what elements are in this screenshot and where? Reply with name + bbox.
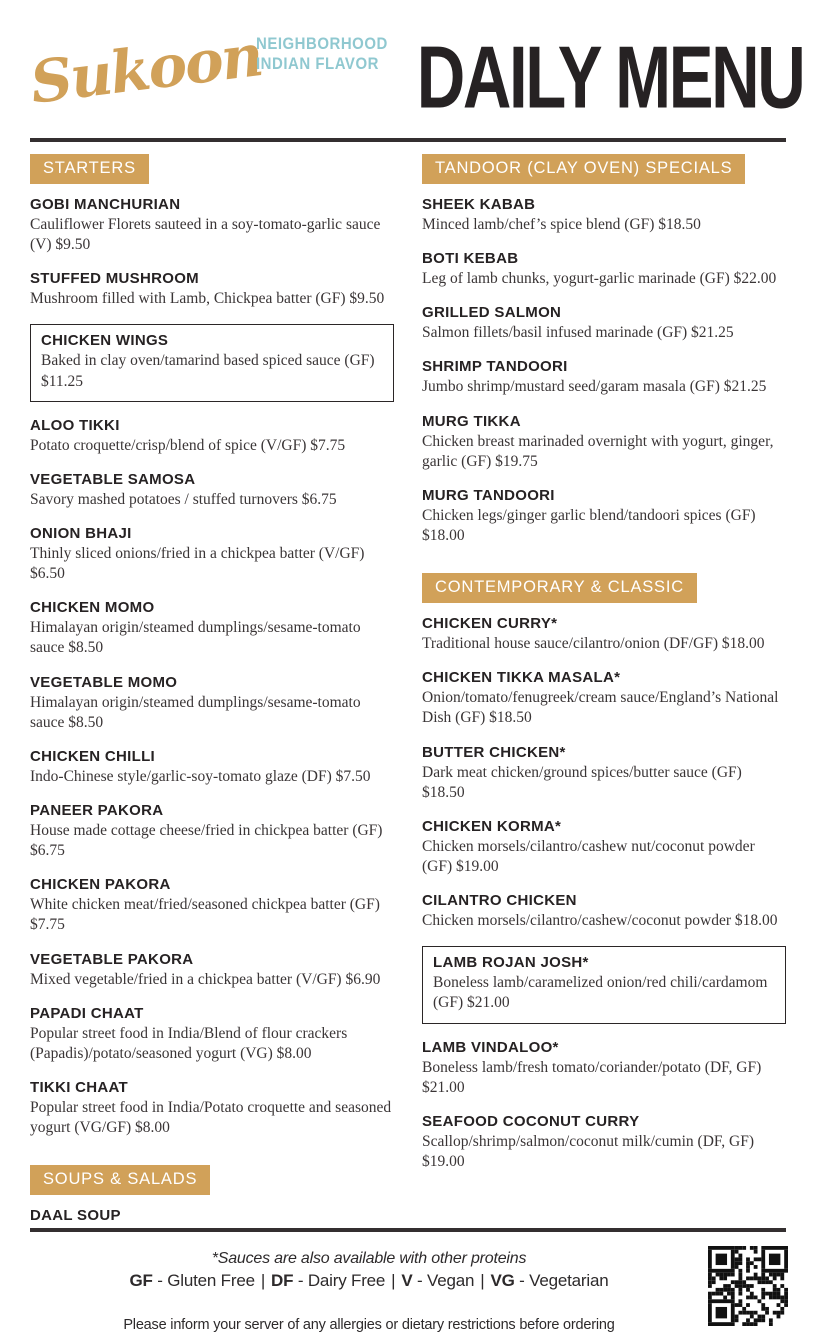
item-name: CHICKEN MOMO [30, 599, 155, 617]
item-description: Popular street food in India/Blend of flour crackers (Papadis)/potato/seasoned yogurt (VG) $8.00 [30, 1024, 348, 1062]
menu-item [422, 413, 786, 472]
menu-item [422, 304, 786, 343]
menu-item [30, 525, 394, 584]
menu-item [30, 196, 394, 255]
item-description: Leg of lamb chunks, yogurt-garlic marinade (GF) $22.00 [422, 270, 777, 288]
menu-item [422, 196, 786, 235]
legend-code: DF [271, 1271, 294, 1290]
menu-item [30, 471, 394, 510]
item-description: Boneless lamb/fresh tomato/coriander/potato (DF, GF) $21.00 [422, 1058, 762, 1096]
item-name: LAMB ROJAN JOSH* [433, 954, 589, 972]
section-badge-starters: STARTERS [30, 154, 149, 184]
legend-label: - Vegan [412, 1271, 475, 1290]
item-description: Traditional house sauce/cilantro/onion (DF/GF) $18.00 [422, 635, 765, 653]
legend-separator: | [260, 1271, 266, 1290]
menu-item [30, 1005, 394, 1064]
item-name: BOTI KEBAB [422, 250, 519, 268]
legend-label: - Vegetarian [514, 1271, 609, 1290]
item-description: Onion/tomato/fenugreek/cream sauce/England’s National Dish (GF) $18.50 [422, 689, 779, 727]
item-description: Boneless lamb/caramelized onion/red chili/cardamom (GF) $21.00 [433, 974, 768, 1012]
item-name: VEGETABLE PAKORA [30, 950, 194, 968]
menu-item [30, 876, 394, 935]
item-name: SHEEK KABAB [422, 196, 536, 213]
legend-separator: | [391, 1271, 396, 1290]
item-name: TIKKI CHAAT [30, 1078, 129, 1096]
item-name: SEAFOOD COCONUT CURRY [422, 1112, 640, 1130]
item-name: CHICKEN WINGS [41, 332, 169, 350]
menu-item [422, 250, 786, 289]
menu-item [30, 270, 394, 309]
item-name: DAAL SOUP [30, 1207, 121, 1225]
menu-item [422, 358, 786, 397]
section-badge-tandoor-specials: TANDOOR (CLAY OVEN) SPECIALS [422, 154, 745, 184]
dietary-legend [30, 1271, 708, 1291]
legend-separator: | [480, 1271, 485, 1290]
legend-code: VG [490, 1271, 515, 1290]
item-description: Savory mashed potatoes / stuffed turnovers $6.75 [30, 490, 337, 508]
menu-item [422, 818, 786, 877]
sauces-note: *Sauces are also available with other proteins [211, 1250, 527, 1267]
menu-item [30, 324, 394, 401]
item-description: Thinly sliced onions/fried in a chickpea batter (V/GF) $6.50 [30, 544, 365, 583]
item-description: Mixed vegetable/fried in a chickpea batter (V/GF) $6.90 [30, 970, 381, 988]
item-description: Indo-Chinese style/garlic-soy-tomato glaze (DF) $7.50 [30, 767, 371, 785]
legend-label: - Dairy Free [293, 1271, 386, 1290]
logo-tagline-line1: NEIGHBORHOOD [255, 34, 388, 53]
item-name: LAMB VINDALOO* [422, 1038, 559, 1056]
item-name: STUFFED MUSHROOM [30, 270, 199, 288]
item-name: CILANTRO CHICKEN [422, 892, 577, 910]
menu-item [30, 802, 394, 861]
menu-item [422, 487, 786, 546]
logo-tagline-line2: INDIAN FLAVOR [255, 53, 379, 73]
footer-notes [30, 1244, 708, 1333]
item-description [30, 1226, 394, 1228]
legend-code: GF [129, 1271, 153, 1290]
item-name: CHICKEN PAKORA [30, 876, 171, 894]
item-description: Chicken legs/ginger garlic blend/tandoori spices (GF) $18.00 [422, 506, 756, 544]
item-description: Jumbo shrimp/mustard seed/garam masala (GF) $21.25 [422, 378, 767, 396]
legend-label: - Gluten Free [152, 1271, 255, 1290]
item-name: ALOO TIKKI [30, 416, 120, 434]
item-description: Himalayan origin/steamed dumplings/sesame-tomato sauce $8.50 [30, 619, 361, 657]
item-name: CHICKEN KORMA* [422, 817, 562, 835]
item-name: PANEER PAKORA [30, 801, 164, 819]
item-description: Minced lamb/chef’s spice blend (GF) $18.50 [422, 216, 701, 233]
menu-item [30, 951, 394, 990]
item-description: Himalayan origin/steamed dumplings/sesame-tomato sauce $8.50 [30, 693, 361, 731]
item-description: White chicken meat/fried/seasoned chickpea batter (GF) $7.75 [30, 896, 380, 934]
item-name: PAPADI CHAAT [30, 1004, 144, 1022]
menu-item [30, 674, 394, 733]
legend-code: V [401, 1271, 413, 1290]
item-name: BUTTER CHICKEN* [422, 743, 566, 761]
item-name: ONION BHAJI [30, 524, 132, 542]
item-name: CHICKEN CURRY* [422, 615, 558, 633]
logo-script-sukoon: Sukoon [26, 21, 266, 117]
logo-tagline [256, 34, 388, 73]
item-description: Cauliflower Florets sauteed in a soy-tomato-garlic sauce (V) $9.50 [30, 216, 381, 254]
item-name: GOBI MANCHURIAN [30, 196, 181, 213]
item-name: VEGETABLE MOMO [30, 673, 178, 691]
allergy-note: Please inform your server of any allergies or dietary restrictions before ordering [123, 1317, 615, 1333]
restaurant-logo [26, 21, 388, 117]
item-description: Chicken morsels/cilantro/cashew/coconut powder $18.00 [422, 912, 778, 930]
item-description: Dark meat chicken/ground spices/butter sauce (GF) $18.50 [422, 763, 742, 801]
menu-item [30, 748, 394, 787]
menu-item [30, 1079, 394, 1138]
item-name: CHICKEN TIKKA MASALA* [422, 669, 621, 687]
menu-item [422, 1039, 786, 1098]
item-description: Scallop/shrimp/salmon/coconut milk/cumin (DF, GF) $19.00 [422, 1132, 754, 1170]
item-description: Mushroom filled with Lamb, Chickpea batter (GF) $9.50 [30, 290, 385, 308]
page-title: DAILY MENU [416, 27, 804, 127]
item-description: Chicken morsels/cilantro/cashew nut/coconut powder (GF) $19.00 [422, 837, 755, 875]
menu-column-right [422, 154, 786, 1228]
menu-item [30, 417, 394, 456]
section-badge-contemporary-classic: CONTEMPORARY & CLASSIC [422, 573, 697, 603]
menu-item [30, 1207, 394, 1228]
item-description: Salmon fillets/basil infused marinade (GF) $21.25 [422, 324, 734, 342]
item-name: VEGETABLE SAMOSA [30, 470, 196, 488]
item-name: MURG TIKKA [422, 412, 521, 430]
menu-item [422, 744, 786, 803]
footer [0, 1232, 816, 1333]
item-description: Popular street food in India/Potato croquette and seasoned yogurt (VG/GF) $8.00 [30, 1098, 392, 1137]
menu-item [422, 615, 786, 654]
item-description: House made cottage cheese/fried in chickpea batter (GF) $6.75 [30, 821, 383, 860]
masthead [0, 0, 816, 134]
item-name: GRILLED SALMON [422, 304, 562, 322]
menu-column-left [30, 154, 394, 1228]
item-name: CHICKEN CHILLI [30, 747, 156, 765]
menu-item [422, 669, 786, 728]
menu-item [422, 1113, 786, 1172]
qr-code [708, 1246, 788, 1326]
item-description: Potato croquette/crisp/blend of spice (V/GF) $7.75 [30, 436, 346, 454]
item-name: MURG TANDOORI [422, 486, 555, 504]
item-description: Chicken breast marinaded overnight with yogurt, ginger, garlic (GF) $19.75 [422, 432, 774, 470]
menu-columns [0, 142, 816, 1228]
menu-item [422, 946, 786, 1023]
section-badge-soups-salads: SOUPS & SALADS [30, 1165, 210, 1195]
menu-item [422, 892, 786, 931]
item-description: Baked in clay oven/tamarind based spiced sauce (GF) $11.25 [41, 352, 375, 390]
menu-item [30, 599, 394, 658]
item-name: SHRIMP TANDOORI [422, 358, 568, 376]
